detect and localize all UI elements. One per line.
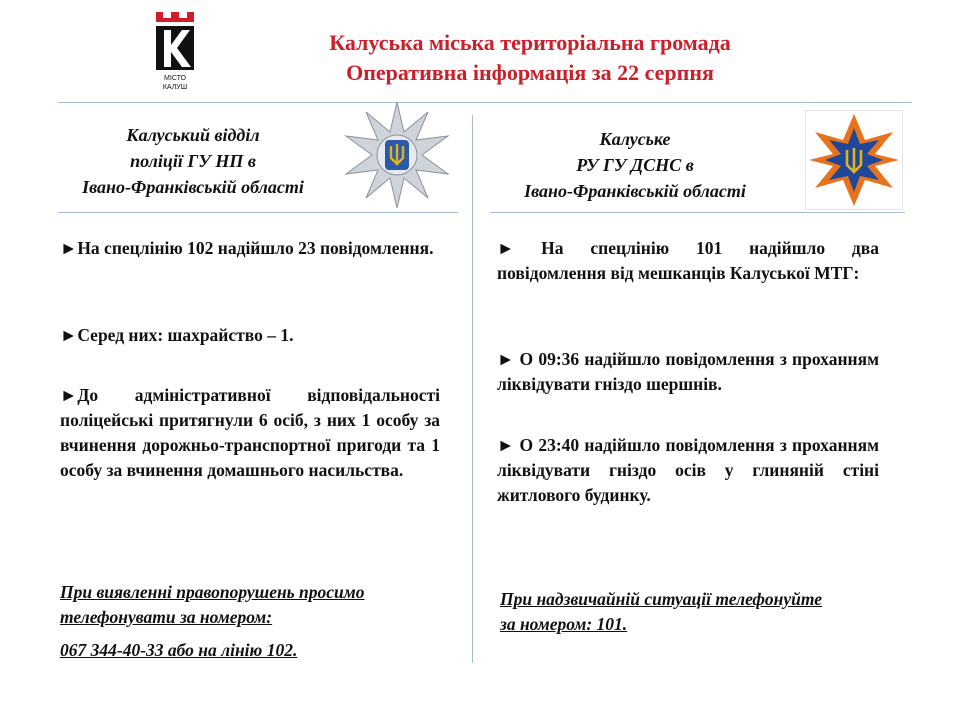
dsns-dept-line-2: РУ ГУ ДСНС в — [576, 155, 694, 175]
dsns-paragraph-3: ► О 23:40 надійшло повідомлення з проханням ліквідувати гніздо осів у глиняній стіні житлового будинку. — [497, 435, 879, 505]
dsns-contact — [500, 587, 822, 637]
police-dept-line-2: поліції ГУ НП в — [130, 151, 256, 171]
page-title — [230, 28, 830, 88]
police-paragraph-3: ►До адміністративної відповідальності поліцейські притягнули 6 осіб, з них 1 особу за вчинення дорожньо-транспортної пригоди та 1 особу за вчинення домашнього насильства. — [60, 385, 440, 480]
dsns-contact-line-1: При надзвичайній ситуації телефонуйте — [500, 589, 823, 609]
police-contact — [60, 580, 365, 663]
police-header-divider — [58, 212, 458, 213]
police-phone-number: 067 344-40-33 або на лінію 102. — [60, 640, 298, 660]
title-line-2: Оперативна інформація за 22 серпня — [346, 60, 714, 85]
dsns-department-name — [490, 126, 780, 204]
dsns-dept-line-1: Калуське — [599, 129, 671, 149]
police-contact-line-1: При виявленні правопорушень просимо — [60, 582, 365, 602]
police-dept-line-1: Калуський відділ — [126, 125, 260, 145]
column-divider — [472, 115, 473, 663]
police-contact-line-2: телефонувати за номером: — [60, 607, 273, 627]
police-star-icon — [342, 100, 452, 210]
police-dept-line-3: Івано-Франківській області — [82, 177, 304, 197]
kalush-city-logo — [154, 12, 196, 92]
police-paragraph-2: ►Серед них: шахрайство – 1. — [60, 325, 294, 345]
dsns-header-divider — [490, 212, 905, 213]
dsns-paragraph-2: ► О 09:36 надійшло повідомлення з проханням ліквідувати гніздо шершнів. — [497, 349, 879, 394]
police-department-name — [58, 122, 328, 200]
dsns-emblem-icon — [805, 110, 903, 210]
title-line-1: Калуська міська територіальна громада — [329, 30, 731, 55]
dsns-dept-line-3: Івано-Франківській області — [524, 181, 746, 201]
police-paragraph-1: ►На спецлінію 102 надійшло 23 повідомлення. — [60, 238, 434, 258]
top-divider — [58, 102, 912, 103]
dsns-paragraph-1: ► На спецлінію 101 надійшло два повідомлення від мешканців Калуської МТГ: — [497, 238, 879, 283]
dsns-contact-line-2: за номером: 101. — [500, 614, 628, 634]
svg-text:КАЛУШ: КАЛУШ — [162, 84, 188, 91]
svg-text:МІСТО: МІСТО — [163, 75, 187, 82]
